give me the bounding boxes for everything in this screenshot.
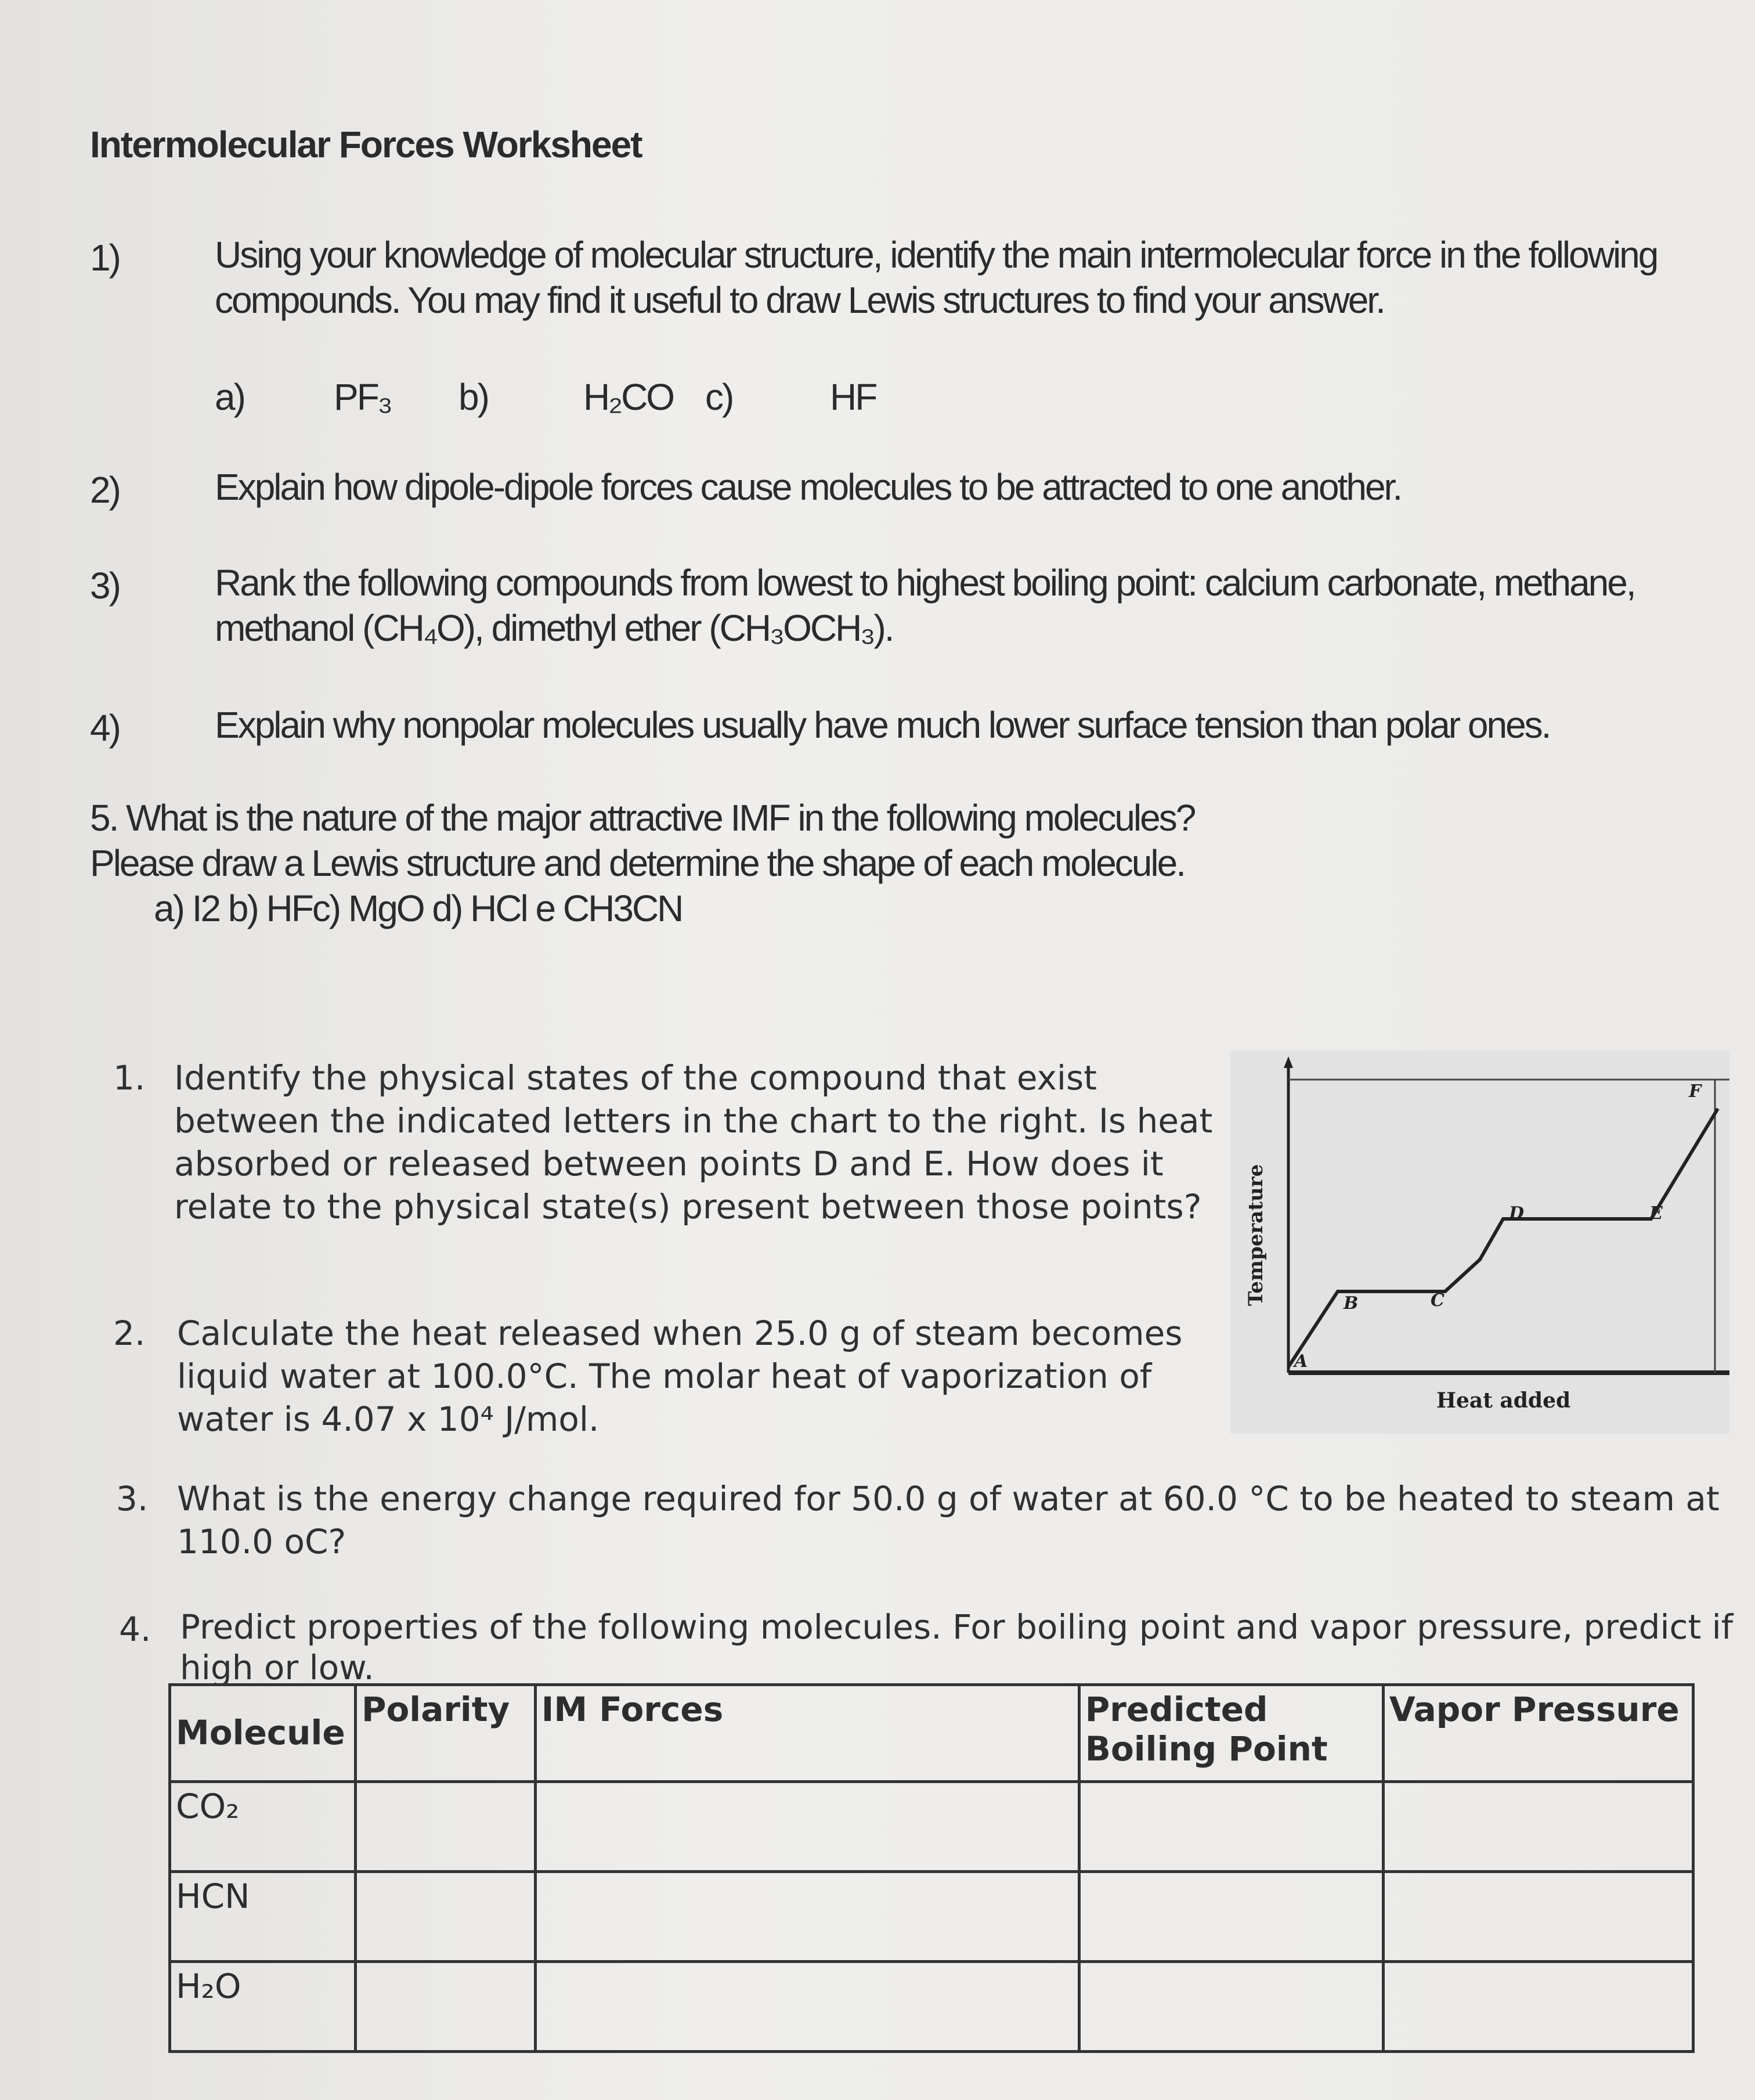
- polarity-answer-cell[interactable]: [355, 1782, 535, 1872]
- vapor-pressure-answer-cell[interactable]: [1383, 1872, 1693, 1962]
- compound-formula: HF: [830, 376, 876, 418]
- vapor-pressure-answer-cell[interactable]: [1383, 1962, 1693, 2052]
- question-text-line: compounds. You may find it useful to draw Lewis structures to find your answer.: [215, 279, 1384, 321]
- question-5-molecules: a) I2 b) HFc) MgO d) HCl e CH3CN: [154, 887, 682, 929]
- heating-curve-graph: [1230, 1051, 1729, 1434]
- energy-change-question-text: [177, 1477, 1744, 1563]
- question-text-line: Predict properties of the following molecules. For boiling point and vapor pressure, predict if: [180, 1607, 1734, 1647]
- point-label-e: E: [1649, 1203, 1663, 1224]
- question-text-line: water is 4.07 x 10⁴ J/mol.: [177, 1399, 600, 1439]
- states-question-text: [174, 1056, 1219, 1228]
- point-label-d: D: [1509, 1203, 1525, 1224]
- properties-table: [168, 1683, 1695, 2053]
- question-number: 2): [90, 469, 120, 511]
- compound-formula: H₂CO: [583, 376, 674, 418]
- header-im-forces: IM Forces: [535, 1685, 1079, 1782]
- boiling-point-answer-cell[interactable]: [1079, 1782, 1383, 1872]
- question-number: 3.: [116, 1479, 149, 1518]
- point-label-f: F: [1689, 1081, 1702, 1102]
- im-forces-answer-cell[interactable]: [535, 1962, 1079, 2052]
- table-row: [170, 1962, 1693, 2052]
- question-text-line: Rank the following compounds from lowest to highest boiling point: calcium carbonate, methane,: [215, 562, 1635, 604]
- heating-curve-svg: [1230, 1051, 1729, 1434]
- question-text-line: Using your knowledge of molecular structure, identify the main intermolecular force in the following: [215, 234, 1658, 276]
- compound-label: b): [458, 376, 488, 418]
- question-4-text: Explain why nonpolar molecules usually have much lower surface tension than polar ones.: [215, 704, 1550, 746]
- y-axis-arrow: [1284, 1056, 1293, 1068]
- header-molecule: Molecule: [170, 1685, 356, 1782]
- question-5-text: [90, 795, 1657, 931]
- question-text-line: What is the energy change required for 50.0 g of water at 60.0 °C to be heated to steam at: [177, 1479, 1720, 1518]
- question-text-line: Please draw a Lewis structure and determine the shape of each molecule.: [90, 842, 1185, 884]
- question-number: 4): [90, 707, 120, 749]
- compound-formula: PF₃: [334, 376, 391, 418]
- question-number: 3): [90, 565, 120, 607]
- question-3-text: [215, 560, 1724, 651]
- question-number: 1.: [113, 1058, 146, 1098]
- heating-curve-line: [1288, 1109, 1718, 1367]
- molecule-cell: HCN: [170, 1872, 356, 1962]
- heat-released-question-text: [177, 1312, 1222, 1441]
- point-label-c: C: [1431, 1290, 1445, 1311]
- table-header-row: [170, 1685, 1693, 1782]
- header-predicted-boiling-point: Predicted Boiling Point: [1079, 1685, 1383, 1782]
- question-text-line: Identify the physical states of the compound that exist: [174, 1058, 1097, 1098]
- header-polarity: Polarity: [355, 1685, 535, 1782]
- im-forces-answer-cell[interactable]: [535, 1782, 1079, 1872]
- worksheet-title: Intermolecular Forces Worksheet: [90, 124, 642, 165]
- question-text-line: between the indicated letters in the chart to the right. Is heat: [174, 1101, 1213, 1141]
- x-axis-label: Heat added: [1436, 1388, 1571, 1413]
- im-forces-answer-cell[interactable]: [535, 1872, 1079, 1962]
- boiling-point-answer-cell[interactable]: [1079, 1872, 1383, 1962]
- vapor-pressure-answer-cell[interactable]: [1383, 1782, 1693, 1872]
- question-number: 1): [90, 237, 120, 279]
- point-label-a: A: [1294, 1351, 1308, 1372]
- question-text-line: 5. What is the nature of the major attractive IMF in the following molecules?: [90, 797, 1195, 839]
- molecule-cell: H₂O: [170, 1962, 356, 2052]
- question-number: 2.: [113, 1314, 146, 1353]
- polarity-answer-cell[interactable]: [355, 1962, 535, 2052]
- question-text-line: methanol (CH₄O), dimethyl ether (CH₃OCH₃).: [215, 607, 893, 649]
- molecule-cell: CO₂: [170, 1782, 356, 1872]
- point-label-b: B: [1344, 1293, 1359, 1314]
- question-text-line: 110.0 oC?: [177, 1522, 346, 1561]
- question-text-line: high or low.: [180, 1648, 374, 1687]
- question-2-text: Explain how dipole-dipole forces cause molecules to be attracted to one another.: [215, 466, 1402, 508]
- compound-label: c): [705, 376, 733, 418]
- question-1-text: [215, 232, 1724, 323]
- table-row: [170, 1782, 1693, 1872]
- compound-label: a): [215, 376, 244, 418]
- header-vapor-pressure: Vapor Pressure: [1383, 1685, 1693, 1782]
- question-text-line: relate to the physical state(s) present between those points?: [174, 1187, 1202, 1226]
- predict-properties-question-text: [180, 1607, 1747, 1688]
- polarity-answer-cell[interactable]: [355, 1872, 535, 1962]
- question-text-line: Calculate the heat released when 25.0 g of steam becomes: [177, 1314, 1183, 1353]
- boiling-point-answer-cell[interactable]: [1079, 1962, 1383, 2052]
- question-text-line: liquid water at 100.0°C. The molar heat of vaporization of: [177, 1356, 1152, 1396]
- question-text-line: absorbed or released between points D and E. How does it: [174, 1144, 1164, 1183]
- question-number: 4.: [119, 1610, 151, 1649]
- table-row: [170, 1872, 1693, 1962]
- y-axis-label: Temperature: [1244, 1164, 1268, 1306]
